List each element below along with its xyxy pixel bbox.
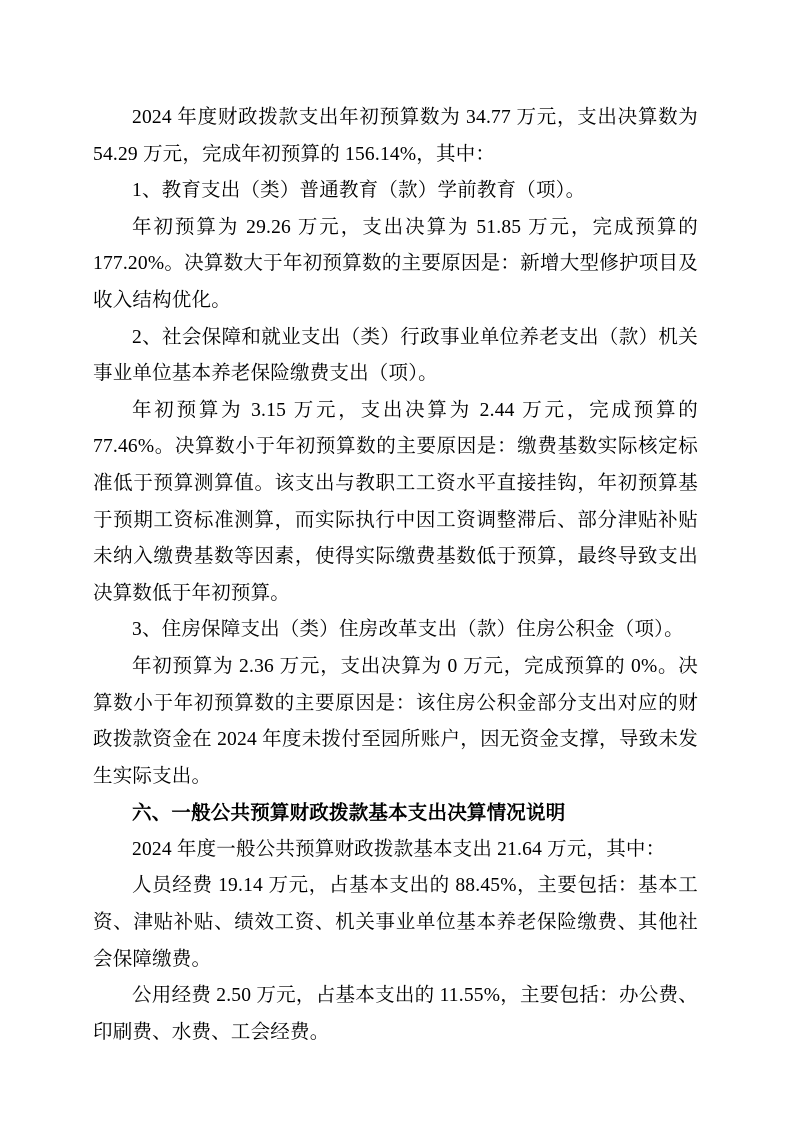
paragraph: 年初预算为 3.15 万元，支出决算为 2.44 万元，完成预算的 77.46%。决算数小于年初预算数的主要原因是：缴费基数实际核定标准低于预算测算值。该支出与教职工工资水平直接挂钩，年初预算基于预期工资标准测算，而实际执行中因工资调整滞后、部分津贴补贴未纳入缴费基数等因素，使得实际缴费基数低于预算，最终导致支出决算数低于年初预算。: [93, 399, 698, 604]
paragraph: 2024 年度财政拨款支出年初预算数为 34.77 万元，支出决算数为 54.29 万元，完成年初预算的 156.14%，其中：: [93, 107, 698, 165]
paragraph: 人员经费 19.14 万元，占基本支出的 88.45%，主要包括：基本工资、津贴补贴、绩效工资、机关事业单位基本养老保险缴费、其他社会保障缴费。: [93, 875, 698, 970]
section-heading: 六、一般公共预算财政拨款基本支出决算情况说明: [132, 802, 566, 825]
paragraph: 2024 年度一般公共预算财政拨款基本支出 21.64 万元，其中：: [132, 838, 666, 860]
paragraph: 年初预算为 2.36 万元，支出决算为 0 万元，完成预算的 0%。决算数小于年初预算数的主要原因是：该住房公积金部分支出对应的财政拨款资金在 2024 年度未拨付至园所账户，因无资金支撑，导致未发生实际支出。: [93, 655, 698, 787]
paragraph: 年初预算为 29.26 万元，支出决算为 51.85 万元，完成预算的 177.20%。决算数大于年初预算数的主要原因是：新增大型修护项目及收入结构优化。: [93, 216, 698, 311]
document-content: [93, 100, 698, 1051]
paragraph: 公用经费 2.50 万元，占基本支出的 11.55%，主要包括：办公费、印刷费、水费、工会经费。: [93, 985, 698, 1043]
paragraph: 1、教育支出（类）普通教育（款）学前教育（项）。: [132, 180, 586, 202]
paragraph: 3、住房保障支出（类）住房改革支出（款）住房公积金（项）。: [132, 619, 684, 641]
paragraph: 2、社会保障和就业支出（类）行政事业单位养老支出（款）机关事业单位基本养老保险缴费支出（项）。: [93, 326, 698, 385]
